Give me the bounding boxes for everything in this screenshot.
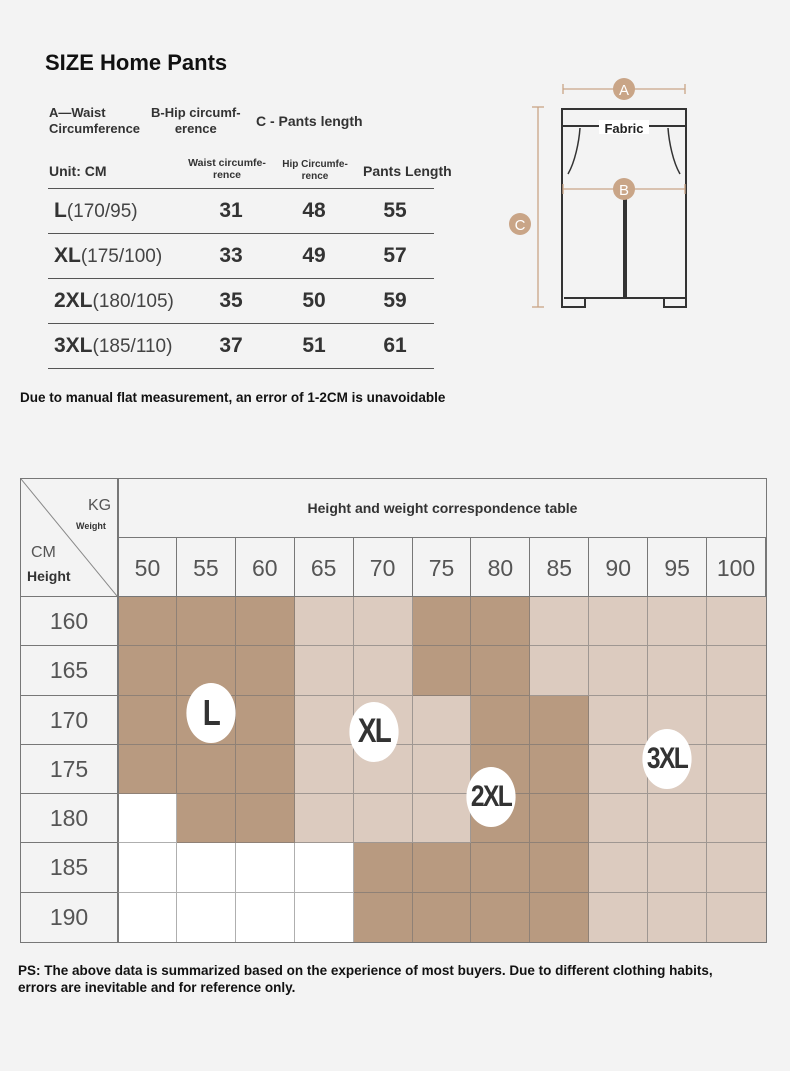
size-cell-xl [354, 794, 413, 843]
size-cell-l [236, 794, 295, 843]
size-cell-xl [413, 696, 472, 745]
size-cell-3xl [648, 597, 707, 646]
size-cell-3xl [707, 696, 766, 745]
corner-kg: KG [88, 497, 112, 514]
size-row [48, 324, 434, 369]
size-cell-3xl [648, 893, 707, 942]
size-cell-xl [295, 745, 354, 794]
size-badge-2xl: 2XL [466, 767, 515, 827]
size-fit: (180/105) [92, 291, 174, 312]
size-cell-3xl [648, 794, 707, 843]
measurement-note: Due to manual flat measurement, an error of 1-2CM is unavoidable [20, 390, 446, 405]
size-cell-l [118, 646, 177, 695]
height-weight-table [20, 478, 767, 943]
size-cell-2xl [471, 843, 530, 892]
size-fit: (175/100) [80, 246, 163, 267]
size-cell-3xl [707, 646, 766, 695]
size-cell-3xl [707, 597, 766, 646]
size-cell-3xl [648, 646, 707, 695]
length-value: 61 [383, 334, 407, 357]
size-cell-3xl [589, 843, 648, 892]
height-row-label: 190 [21, 893, 118, 942]
weight-header-cell: 90 [589, 538, 648, 597]
size-badge-3xl: 3XL [643, 729, 692, 789]
size-cell-2xl [354, 893, 413, 942]
fabric-label: Fabric [604, 121, 644, 136]
size-cell-2xl [471, 646, 530, 695]
size-cell-l [118, 745, 177, 794]
size-cell-3xl [707, 893, 766, 942]
size-cell-2xl [413, 597, 472, 646]
size-label [54, 244, 162, 268]
legend-b [151, 105, 241, 137]
size-row [48, 279, 434, 324]
size-cell-empty [177, 843, 236, 892]
size-cell-3xl [707, 794, 766, 843]
right-pocket [668, 128, 680, 174]
size-cell-2xl [471, 893, 530, 942]
ps-note-line2: errors are inevitable and for reference only. [18, 980, 296, 995]
size-cell-empty [236, 843, 295, 892]
size-cell-2xl [530, 794, 589, 843]
size-cell-empty [295, 843, 354, 892]
size-cell-l [177, 794, 236, 843]
col-header-hip-l1: Hip Circumfe- [282, 159, 348, 170]
size-cell-xl [295, 696, 354, 745]
weight-header-cell: 95 [648, 538, 707, 597]
size-cell-empty [177, 893, 236, 942]
size-cell-xl [295, 794, 354, 843]
height-row-label: 170 [21, 696, 118, 745]
size-label [54, 334, 172, 358]
unit-label: Unit: CM [49, 163, 107, 179]
legend-b-line1: B-Hip circumf- [151, 105, 241, 120]
waist-value: 37 [219, 334, 243, 357]
corner-height: Height [27, 568, 71, 584]
pants-diagram [495, 72, 705, 317]
weight-header-cell: 55 [177, 538, 236, 597]
weight-header-cell: 75 [413, 538, 472, 597]
size-cell-2xl [471, 597, 530, 646]
hip-value: 49 [302, 244, 326, 267]
size-cell-3xl [589, 646, 648, 695]
size-cell-empty [236, 893, 295, 942]
legend-a [49, 105, 140, 137]
size-cell-2xl [530, 843, 589, 892]
size-label [54, 199, 138, 223]
size-cell-empty [118, 893, 177, 942]
weight-header-cell: 65 [295, 538, 354, 597]
size-cell-3xl [707, 745, 766, 794]
size-badge-l: L [186, 683, 235, 743]
size-cell-empty [118, 843, 177, 892]
size-fit: (170/95) [66, 201, 138, 222]
size-cell-l [177, 745, 236, 794]
col-header-waist-l2: rence [212, 169, 242, 181]
size-cell-l [236, 696, 295, 745]
size-cell-l [118, 696, 177, 745]
size-cell-xl [295, 646, 354, 695]
size-cell-3xl [648, 843, 707, 892]
size-cell-empty [118, 794, 177, 843]
legend-c: C - Pants length [256, 113, 363, 129]
size-cell-2xl [413, 893, 472, 942]
dim-a-label: A [618, 82, 630, 99]
size-cell-3xl [530, 597, 589, 646]
size-name: XL [54, 244, 81, 267]
size-cell-xl [354, 646, 413, 695]
col-header-hip [278, 159, 352, 183]
length-value: 55 [383, 199, 407, 222]
size-cell-3xl [589, 794, 648, 843]
size-cell-3xl [707, 843, 766, 892]
ps-note-line1: PS: The above data is summarized based on the experience of most buyers. Due to different clothing habits, [18, 963, 713, 978]
ps-note [18, 962, 713, 996]
size-cell-l [177, 597, 236, 646]
size-cell-xl [413, 745, 472, 794]
hip-value: 51 [302, 334, 326, 357]
col-header-length: Pants Length [363, 163, 452, 179]
waist-value: 35 [219, 289, 243, 312]
size-cell-3xl [589, 745, 648, 794]
size-name: 2XL [54, 289, 93, 312]
size-cell-empty [295, 893, 354, 942]
size-cell-xl [413, 794, 472, 843]
size-cell-2xl [354, 843, 413, 892]
size-cell-2xl [471, 696, 530, 745]
hw-table-title: Height and weight correspondence table [118, 479, 766, 538]
length-value: 57 [383, 244, 407, 267]
hip-value: 48 [302, 199, 326, 222]
size-row [48, 189, 434, 234]
page-title: SIZE Home Pants [45, 50, 228, 75]
legend-b-line2: erence [174, 121, 217, 136]
size-cell-2xl [530, 893, 589, 942]
col-header-hip-l2: rence [301, 171, 329, 182]
size-badge-xl: XL [349, 702, 398, 762]
height-row-label: 185 [21, 843, 118, 892]
size-cell-l [236, 646, 295, 695]
size-cell-3xl [589, 597, 648, 646]
height-row-label: 160 [21, 597, 118, 646]
weight-header-cell: 85 [530, 538, 589, 597]
size-row [48, 234, 434, 279]
size-cell-2xl [530, 745, 589, 794]
col-header-waist-l1: Waist circumfe- [188, 157, 266, 169]
size-name: L [54, 199, 67, 222]
pants-outline [562, 109, 686, 307]
waist-value: 33 [219, 244, 243, 267]
weight-header-cell: 80 [471, 538, 530, 597]
size-fit: (185/110) [92, 336, 173, 357]
size-cell-l [118, 597, 177, 646]
weight-header-cell: 70 [354, 538, 413, 597]
size-cell-3xl [589, 893, 648, 942]
waist-value: 31 [219, 199, 243, 222]
corner-cell [21, 479, 118, 597]
height-row-label: 175 [21, 745, 118, 794]
size-cell-3xl [589, 696, 648, 745]
weight-header-cell: 60 [236, 538, 295, 597]
legend-a-line1: A—Waist [49, 105, 106, 120]
weight-header-cell: 50 [118, 538, 177, 597]
size-cell-xl [354, 597, 413, 646]
dim-b-label: B [618, 182, 630, 199]
height-row-label: 165 [21, 646, 118, 695]
size-cell-3xl [530, 646, 589, 695]
size-cell-xl [295, 597, 354, 646]
size-name: 3XL [54, 334, 93, 357]
dim-c-label: C [514, 217, 526, 234]
size-label [54, 289, 174, 313]
legend-a-line2: Circumference [49, 121, 141, 136]
size-cell-2xl [413, 843, 472, 892]
col-header-waist [180, 157, 274, 181]
hip-value: 50 [302, 289, 326, 312]
corner-cm: CM [31, 544, 56, 561]
height-row-label: 180 [21, 794, 118, 843]
size-cell-l [236, 745, 295, 794]
left-pocket [568, 128, 580, 174]
size-cell-2xl [413, 646, 472, 695]
size-cell-2xl [530, 696, 589, 745]
weight-header-cell: 100 [707, 538, 766, 597]
size-cell-l [236, 597, 295, 646]
length-value: 59 [383, 289, 407, 312]
corner-weight: Weight [76, 521, 106, 531]
